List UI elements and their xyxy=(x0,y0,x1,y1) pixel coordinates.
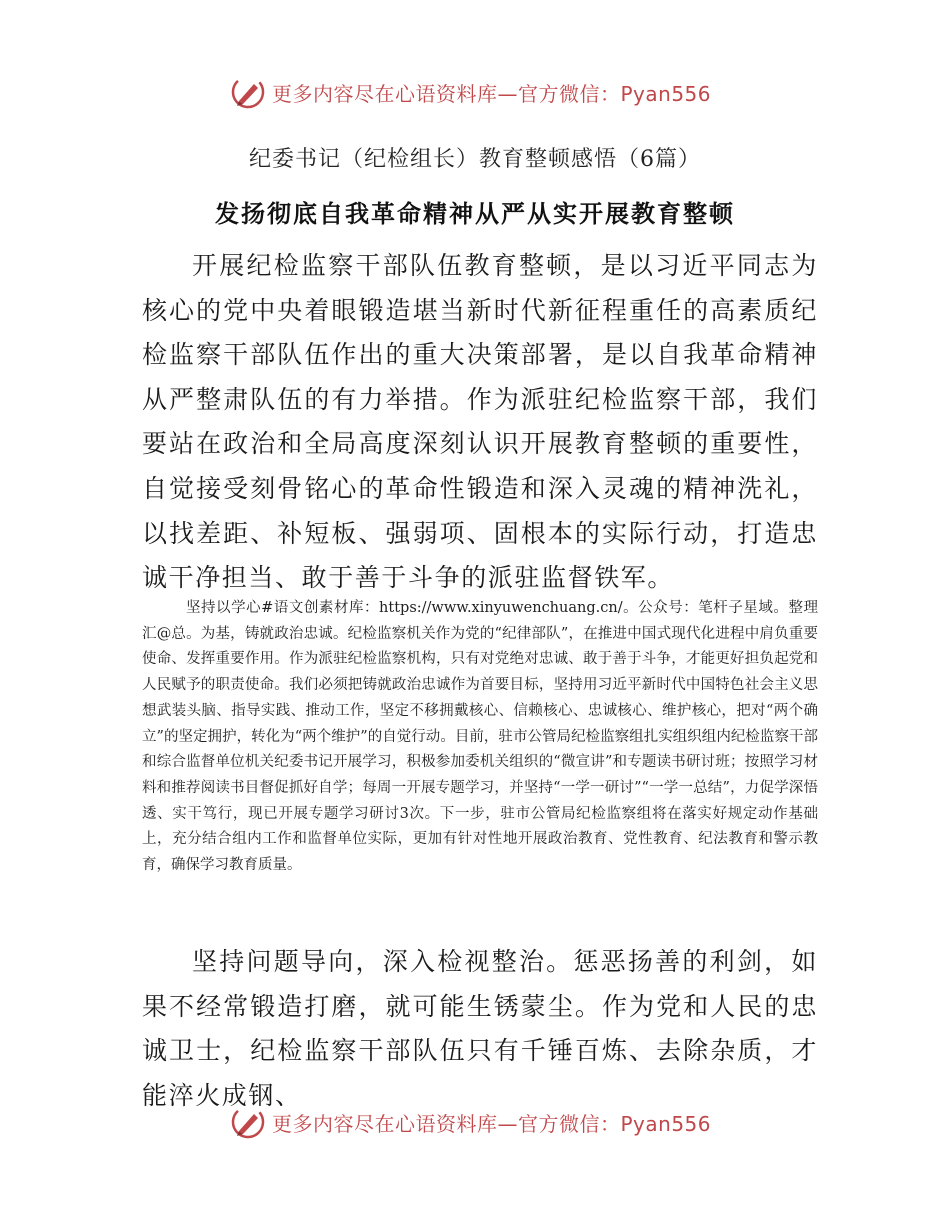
document-subtitle: 发扬彻底自我革命精神从严从实开展教育整顿 xyxy=(215,199,735,228)
paragraph-3: 坚持问题导向，深入检视整治。惩恶扬善的利剑，如果不经常锻造打磨，就可能生锈蒙尘。作为党和人民的忠诚卫士，纪检监察干部队伍只有千锤百炼、去除杂质，才能淬火成钢、 xyxy=(142,947,818,1110)
pen-logo-icon xyxy=(230,1104,266,1140)
paragraph-2: 坚持以学心#语文创素材库：https://www.xinyuwenchuang.cn/。公众号：笔杆子星域。整理汇@总。为基，铸就政治忠诚。纪检监察机关作为党的“纪律部队”，在推进中国式现代化进程中肩负重要使命、发挥重要作用。作为派驻纪检监察机构，只有对党绝对忠诚、敢于善于斗争，才能更好担负起党和人民赋予的职责使命。我们必须把铸就政治忠诚作为首要目标，坚持用习近平新时代中国特色社会主义思想武装头脑、指导实践、推动工作，坚定不移拥戴核心、信赖核心、忠诚核心、维护核心，把对“两个确立”的坚定拥护，转化为“两个维护”的自觉行动。目前，驻市公管局纪检监察组扎实组织组内纪检监察干部和综合监督单位机关纪委书记开展学习，积极参加委机关组织的“微宣讲”和专题读书研讨班；按照学习材料和推荐阅读书目督促抓好自学；每周一开展专题学习，并坚持“一学一研讨”“一学一总结”，力促学深悟透、实干笃行，现已开展专题学习研讨3次。下一步，驻市公管局纪检监察组将在落实好规定动作基础上，充分结合组内工作和监督单位实际，更加有针对性地开展政治教育、党性教育、纪法教育和警示教育，确保学习教育质量。 xyxy=(142,600,818,874)
header-watermark-banner xyxy=(230,70,750,114)
document-title: 纪委书记（纪检组长）教育整顿感悟（6篇） xyxy=(249,147,701,172)
footer-watermark-banner xyxy=(230,1100,750,1144)
pen-logo-icon xyxy=(230,74,266,110)
paragraph-1: 开展纪检监察干部队伍教育整顿，是以习近平同志为核心的党中央着眼锻造堪当新时代新征程重任的高素质纪检监察干部队伍作出的重大决策部署，是以自我革命精神从严整肃队伍的有力举措。作为派驻纪检监察干部，我们要站在政治和全局高度深刻认识开展教育整顿的重要性，自觉接受刻骨铭心的革命性锻造和深入灵魂的精神洗礼，以找差距、补短板、强弱项、固根本的实际行动，打造忠诚干净担当、敢于善于斗争的派驻监督铁军。 xyxy=(142,251,818,593)
banner-text: 更多内容尽在心语资料库—官方微信：Pyan556 xyxy=(272,1111,712,1136)
banner-text: 更多内容尽在心语资料库—官方微信：Pyan556 xyxy=(272,81,712,106)
